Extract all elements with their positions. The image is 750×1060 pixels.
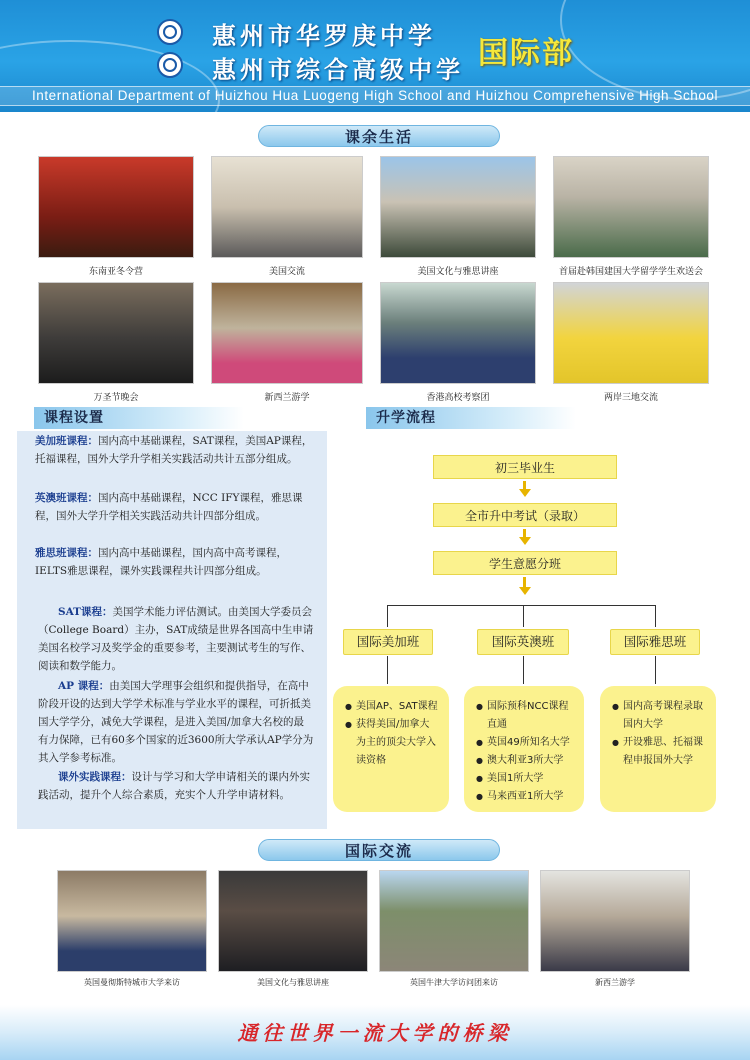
flow-arrow-stem <box>523 481 526 489</box>
school-emblem-icon <box>157 19 183 45</box>
section-courses: 课程设置 <box>34 407 244 429</box>
english-name: International Department of Huizhou Hua Luogeng High School and Huizhou Comprehensive High School <box>0 86 750 106</box>
flow-branch-line <box>523 656 524 684</box>
footer-banner <box>0 1005 750 1060</box>
photo-caption: 新西兰游学 <box>595 978 635 987</box>
track-us-canada: 国际美加班 <box>343 629 433 655</box>
school-name-2: 惠州市综合高级中学 <box>212 55 464 84</box>
down-arrow-icon <box>519 489 531 497</box>
section-exchange: 国际交流 <box>258 839 500 861</box>
flow-step-class-choice: 学生意愿分班 <box>433 551 617 575</box>
photo-oxford-visit <box>379 870 529 972</box>
photo-caption: 东南亚冬令营 <box>88 267 143 277</box>
flow-branch-line <box>387 605 655 606</box>
photo-new-zealand <box>211 282 363 384</box>
photo-halloween <box>38 282 194 384</box>
photo-korea-farewell <box>553 156 709 258</box>
course-uk-aus <box>35 489 315 525</box>
photo-manchester-visit <box>57 870 207 972</box>
course-label: SAT课程： <box>58 606 113 618</box>
flow-step-graduate: 初三毕业生 <box>433 455 617 479</box>
photo-caption: 英国曼彻斯特城市大学来访 <box>84 978 180 987</box>
section-after-school: 课余生活 <box>258 125 500 147</box>
track-uk-aus: 国际英澳班 <box>477 629 569 655</box>
course-label: 美加班课程： <box>35 435 98 447</box>
flow-arrow-stem <box>523 529 526 537</box>
photo-caption: 美国交流 <box>268 267 305 277</box>
course-text: 国内高中基础课程，国内高中高考课程，IELTS雅思课程，课外实践课程共计四部分组成。 <box>35 547 287 577</box>
detail-item: ● 获得美国/加拿大为主的顶尖大学入读资格 <box>345 716 439 770</box>
department-title: 国际部 <box>478 36 574 71</box>
photo-caption: 万圣节晚会 <box>93 393 139 403</box>
flow-branch-line <box>655 656 656 684</box>
course-ielts <box>35 544 315 580</box>
header-decoration <box>560 0 750 100</box>
page-header <box>0 0 750 112</box>
photo-cross-strait <box>553 282 709 384</box>
course-us-canada <box>35 432 315 468</box>
photo-us-culture-lecture <box>380 156 536 258</box>
section-admission: 升学流程 <box>366 407 576 429</box>
photo-hong-kong-tour <box>380 282 536 384</box>
photo-caption: 美国文化与雅思讲座 <box>257 978 329 987</box>
track-ielts: 国际雅思班 <box>610 629 700 655</box>
down-arrow-icon <box>519 537 531 545</box>
school-name-1: 惠州市华罗庚中学 <box>212 21 436 50</box>
detail-item: ● 美国1所大学 <box>476 770 574 788</box>
photo-us-exchange <box>211 156 363 258</box>
photo-caption: 英国牛津大学访问团来访 <box>410 978 498 987</box>
down-arrow-icon <box>519 587 531 595</box>
flow-step-exam: 全市升中考试（录取） <box>433 503 617 527</box>
course-label: 课外实践课程： <box>58 771 132 783</box>
course-text: 设计与学习和大学申请相关的课内外实践活动，提升个人综合素质，充实个人升学申请材料。 <box>38 771 310 801</box>
track-detail-uk-aus <box>464 686 584 812</box>
flow-branch-line <box>387 656 388 684</box>
track-detail-ielts <box>600 686 716 812</box>
school-emblem-icon <box>157 52 183 78</box>
detail-item: ● 英国49所知名大学 <box>476 734 574 752</box>
detail-item: ● 开设雅思、托福课程申报国外大学 <box>612 734 706 770</box>
photo-winter-camp <box>38 156 194 258</box>
photo-nz-study-tour <box>540 870 690 972</box>
detail-item: ● 马来西亚1所大学 <box>476 788 574 806</box>
photo-culture-lecture <box>218 870 368 972</box>
photo-caption: 新西兰游学 <box>264 393 310 403</box>
photo-caption: 美国文化与雅思讲座 <box>417 267 499 277</box>
detail-item: ● 国内高考课程录取国内大学 <box>612 698 706 734</box>
slogan-text: 通往世界一流大学的桥梁 <box>237 1021 513 1045</box>
course-sat <box>38 603 314 675</box>
detail-item: ● 澳大利亚3所大学 <box>476 752 574 770</box>
course-label: AP 课程： <box>58 680 110 692</box>
photo-caption: 两岸三地交流 <box>603 393 658 403</box>
course-label: 英澳班课程： <box>35 492 98 504</box>
photo-caption: 香港高校考察团 <box>426 393 490 403</box>
track-detail-us-canada <box>333 686 449 812</box>
course-text: 美国学术能力评估测试。由美国大学委员会（College Board）主办，SAT成绩是世界各国高中生申请美国名校学习及奖学金的重要参考，主要测试考生的写作、阅读和数学能力。 <box>38 606 314 672</box>
flow-branch-line <box>387 605 388 627</box>
course-label: 雅思班课程： <box>35 547 98 559</box>
detail-item: ● 美国AP、SAT课程 <box>345 698 439 716</box>
course-practice <box>38 768 314 804</box>
course-text: 由美国大学理事会组织和提供指导，在高中阶段开设的达到大学学术标准与学业水平的课程，可折抵美国大学学分，减免大学课程，是进入美国/加拿大名校的最有力保障，已有60多个国家的近3600所大学承认AP学分为其入学参考标准。 <box>38 680 314 764</box>
course-text: 国内高中基础课程，NCC IFY课程，雅思课程，国外大学升学相关实践活动共计四部分组成。 <box>35 492 303 522</box>
flow-branch-line <box>523 605 524 627</box>
course-text: 国内高中基础课程，SAT课程，美国AP课程，托福课程，国外大学升学相关实践活动共计五部分组成。 <box>35 435 313 465</box>
course-ap <box>38 677 314 767</box>
flow-branch-line <box>655 605 656 627</box>
photo-caption: 首届赴韩国建国大学留学学生欢送会 <box>558 267 703 277</box>
flow-arrow-stem <box>523 577 526 587</box>
detail-item: ● 国际预科NCC课程直通 <box>476 698 574 734</box>
